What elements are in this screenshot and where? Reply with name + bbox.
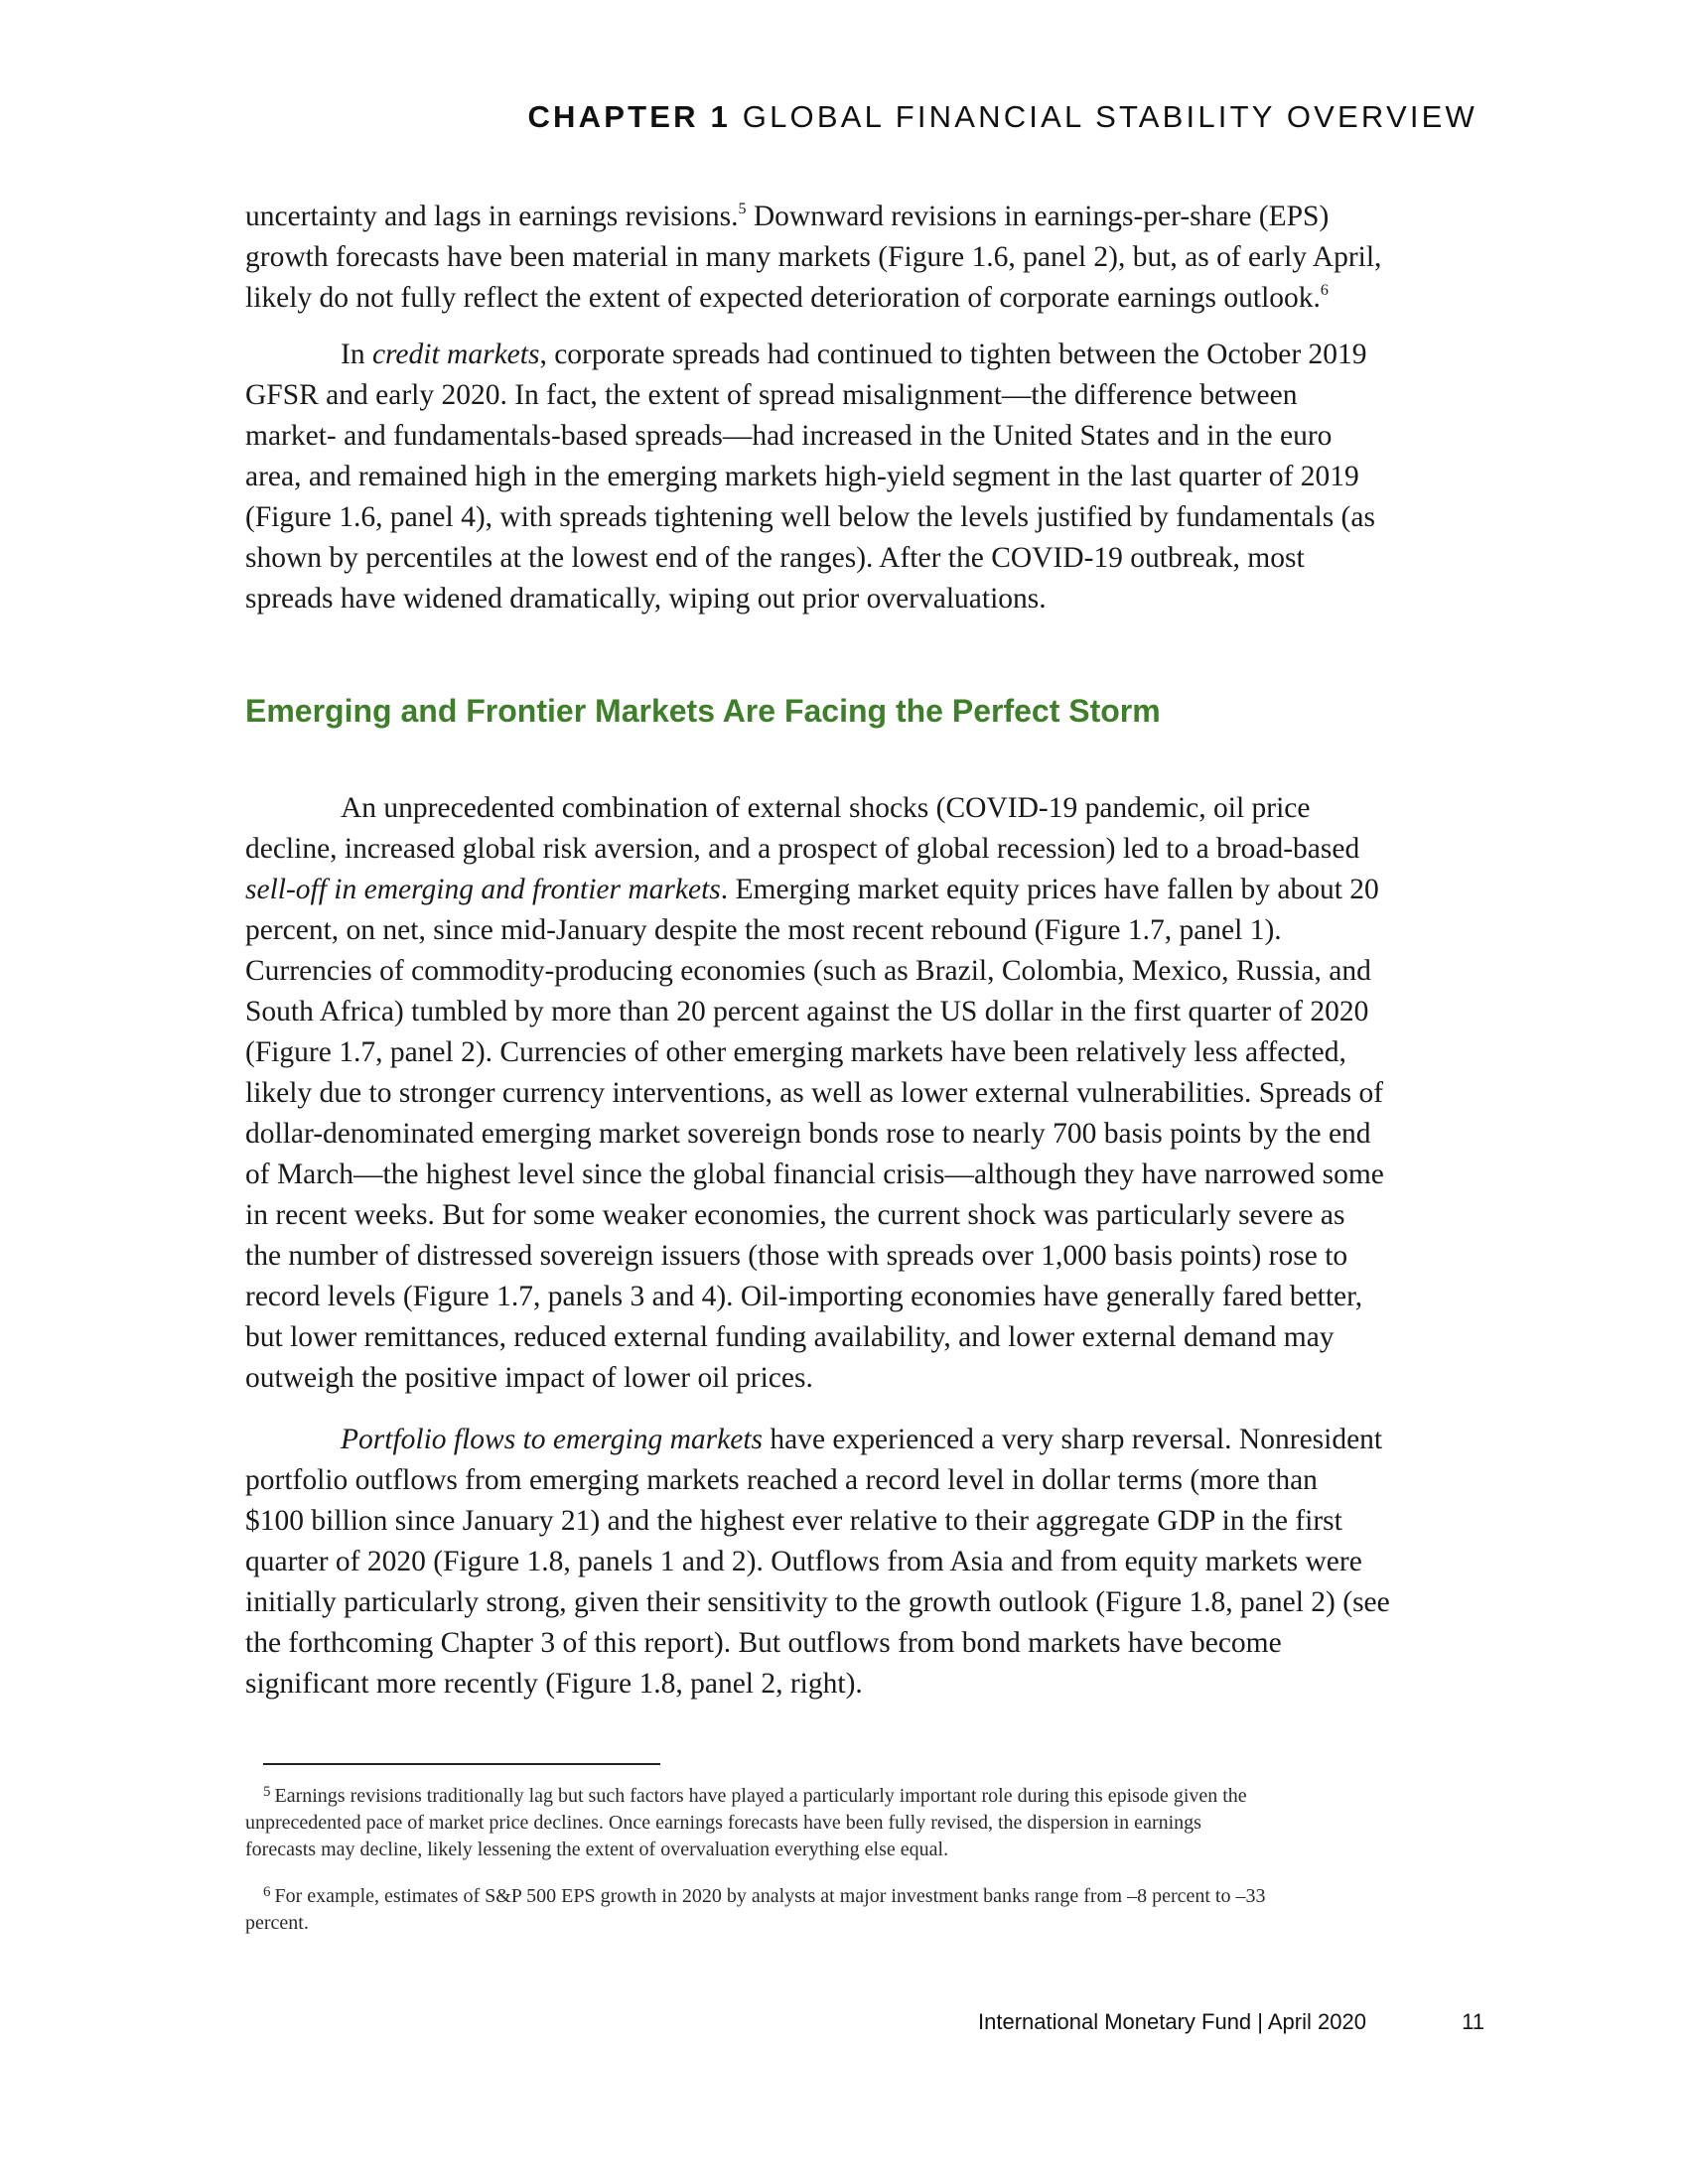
text-line: sell-off in emerging and frontier markets. Emerging market equity prices have fallen by about 20 <box>245 874 1379 905</box>
footnote-ref-6[interactable]: 6 <box>1320 282 1329 299</box>
text-line: quarter of 2020 (Figure 1.8, panels 1 and 2). Outflows from Asia and from equity markets were <box>245 1546 1362 1577</box>
page-footer <box>978 2009 1484 2035</box>
chapter-label: CHAPTER 1 <box>527 99 731 134</box>
text-line: uncertainty and lags in earnings revisions.$^5$ Downward revisions in earnings-per-share (EPS) <box>245 201 1330 232</box>
text-line: market- and fundamentals-based spreads—had increased in the United States and in the euro <box>245 420 1333 452</box>
paragraph-portfolio-flows <box>245 1420 1477 1705</box>
text-line: (Figure 1.6, panel 4), with spreads tightening well below the levels justified by fundamentals (as <box>245 501 1375 533</box>
emphasis-sell-off: sell-off in emerging and frontier markets <box>245 874 721 905</box>
text-line: portfolio outflows from emerging markets reached a record level in dollar terms (more than <box>245 1464 1318 1496</box>
footnote-text: Earnings revisions traditionally lag but such factors have played a particularly important role during this episode given the <box>274 1785 1247 1807</box>
text-line: dollar-denominated emerging market sovereign bonds rose to nearly 700 basis points by the end <box>245 1118 1371 1150</box>
text-line: outweigh the positive impact of lower oil prices. <box>245 1362 813 1394</box>
footnote-number: 5 <box>263 1784 271 1800</box>
footnote-number: 6 <box>263 1884 271 1900</box>
text-line: likely do not fully reflect the extent of expected deterioration of corporate earnings outlook.$^6$ <box>245 282 1329 314</box>
text-line: (Figure 1.7, panel 2). Currencies of other emerging markets have been relatively less affected, <box>245 1036 1346 1068</box>
footnote-5 <box>245 1783 1477 1863</box>
text-line: decline, increased global risk aversion, and a prospect of global recession) led to a broad-based <box>245 833 1360 865</box>
text-line: Currencies of commodity-producing economies (such as Brazil, Colombia, Mexico, Russia, and <box>245 955 1371 987</box>
footnote-text: For example, estimates of S&P 500 EPS growth in 2020 by analysts at major investment banks range from –8 percent to –33 <box>274 1885 1266 1907</box>
emphasis-portfolio-flows: Portfolio flows to emerging markets <box>341 1424 763 1455</box>
footnote-text: percent. <box>245 1912 309 1934</box>
emphasis-credit-markets: credit markets <box>371 339 540 370</box>
text-line: Portfolio flows to emerging markets have experienced a very sharp reversal. Nonresident <box>341 1424 1383 1455</box>
section-heading: Emerging and Frontier Markets Are Facing the Perfect Storm <box>245 693 1161 729</box>
text-line: GFSR and early 2020. In fact, the extent of spread misalignment—the difference between <box>245 379 1298 411</box>
footnote-ref-5[interactable]: 5 <box>738 201 747 217</box>
text-line: spreads have widened dramatically, wiping out prior overvaluations. <box>245 583 1047 614</box>
text-line: significant more recently (Figure 1.8, panel 2, right). <box>245 1668 863 1700</box>
text-line: initially particularly strong, given their sensitivity to the growth outlook (Figure 1.8, panel 2) (see <box>245 1586 1390 1618</box>
text-line: South Africa) tumbled by more than 20 percent against the US dollar in the first quarter of 2020 <box>245 996 1369 1027</box>
footer-publisher: International Monetary Fund | April 2020 <box>978 2009 1366 2034</box>
text-line: the number of distressed sovereign issuers (those with spreads over 1,000 basis points) rose to <box>245 1240 1348 1272</box>
text-line: In credit markets, corporate spreads had continued to tighten between the October 2019 <box>341 339 1367 370</box>
text-line: in recent weeks. But for some weaker economies, the current shock was particularly severe as <box>245 1199 1345 1231</box>
chapter-title: GLOBAL FINANCIAL STABILITY OVERVIEW <box>742 99 1477 134</box>
text-line: percent, on net, since mid-January despite the most recent rebound (Figure 1.7, panel 1). <box>245 914 1282 946</box>
footnote-text: unprecedented pace of market price declines. Once earnings forecasts have been fully revised, the dispersion in earnings <box>245 1812 1201 1834</box>
text-line: record levels (Figure 1.7, panels 3 and 4). Oil-importing economies have generally fared better, <box>245 1281 1363 1312</box>
footnote-6 <box>245 1883 1477 1937</box>
running-header <box>527 99 1477 135</box>
paragraph-credit-markets <box>245 335 1477 619</box>
text-line: likely due to stronger currency interventions, as well as lower external vulnerabilities. Spreads of <box>245 1077 1384 1109</box>
page-number: 11 <box>1462 2009 1484 2034</box>
paragraph-earnings-revisions <box>245 197 1477 319</box>
text-line: shown by percentiles at the lowest end of the ranges). After the COVID-19 outbreak, most <box>245 542 1305 574</box>
text-line: of March—the highest level since the global financial crisis—although they have narrowed some <box>245 1159 1384 1190</box>
text-line: the forthcoming Chapter 3 of this report). But outflows from bond markets have become <box>245 1627 1282 1659</box>
footnote-text: forecasts may decline, likely lessening the extent of overvaluation everything else equal. <box>245 1839 949 1860</box>
text-line: area, and remained high in the emerging markets high-yield segment in the last quarter of 2019 <box>245 461 1359 492</box>
text-line: An unprecedented combination of external shocks (COVID-19 pandemic, oil price <box>341 792 1311 824</box>
paragraph-emerging-markets <box>245 788 1477 1399</box>
text-line: but lower remittances, reduced external funding availability, and lower external demand may <box>245 1321 1335 1353</box>
footnote-divider <box>263 1763 660 1765</box>
text-line: growth forecasts have been material in many markets (Figure 1.6, panel 2), but, as of early April, <box>245 241 1382 273</box>
text-line: $100 billion since January 21) and the highest ever relative to their aggregate GDP in the first <box>245 1505 1342 1537</box>
